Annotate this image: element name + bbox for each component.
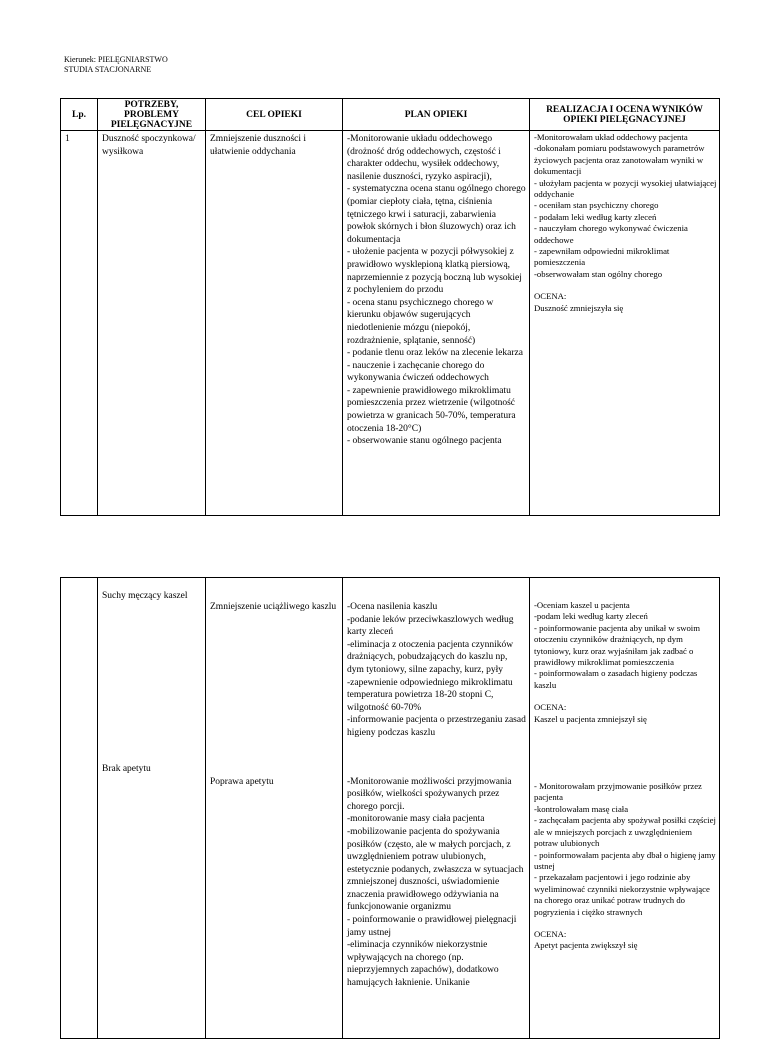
care-plan-table-continued — [60, 577, 720, 1039]
table-header-row — [61, 99, 720, 131]
plan-cough: -Ocena nasilenia kaszlu -podanie leków przeciwkaszlowych według karty zleceń -eliminacja z otoczenia pacjenta czynników drażniących, pobudzających do kaszlu np, dym tytoniowy, silne zapachy, kurz, pyły -zapewnienie odpowiedniego mikroklimatu temperatura powietrza 18-20 stopni C, wilgotność 60-70% -informowanie pacjenta o przestrzeganiu zasad higieny podczas kaszlu — [347, 602, 526, 738]
realization-cell — [530, 578, 719, 953]
row-number-empty — [61, 578, 97, 582]
course-label: Kierunek: PIELĘGNIARSTWO — [64, 55, 168, 64]
evaluation-label-appetite: OCENA: — [534, 928, 567, 939]
goal-appetite: Poprawa apetytu — [210, 776, 274, 787]
realization-cell — [530, 131, 719, 315]
goal-cell: Zmniejszenie duszności i ułatwienie oddychania — [210, 134, 307, 157]
row-number: 1 — [65, 134, 70, 144]
plan-cell — [343, 578, 529, 992]
problem-cough: Suchy męczący kaszel — [102, 591, 188, 601]
evaluation-label-cough: OCENA: — [534, 702, 567, 713]
column-header-plan: PLAN OPIEKI — [343, 99, 530, 131]
evaluation-appetite: Apetyt pacjenta zwiększył się — [534, 940, 638, 951]
study-mode-label: STUDIA STACJONARNE — [64, 65, 152, 74]
goal-cough: Zmniejszenie uciążliwego kaszlu — [210, 602, 337, 612]
care-plan-table — [60, 98, 720, 516]
evaluation-cough: Kaszel u pacjenta zmniejszył się — [534, 713, 647, 724]
problem-appetite: Brak apetytu — [102, 763, 151, 774]
table-row — [61, 578, 720, 1039]
realization-cough: -Oceniam kaszel u pacjenta -podam leki według karty zleceń - poinformowanie pacjenta aby unikał w swoim otoczeniu czynników drażniących, np dym tytoniowy, kurz oraz wyjaśniłam jak zadbać o prawidłowy mikroklimat pomieszczenia - poinformowałam o zasadach higieny podczas kaszlu — [534, 600, 700, 690]
column-header-realization: REALIZACJA I OCENA WYNIKÓW OPIEKI PIELĘGNACYJNEJ — [530, 99, 720, 131]
column-header-goal: CEL OPIEKI — [206, 99, 343, 131]
goal-cell — [206, 578, 342, 790]
column-header-problems: POTRZEBY, PROBLEMY PIELĘGNACYJNE — [98, 99, 206, 131]
column-header-lp: Lp. — [61, 99, 98, 131]
document-header — [64, 55, 168, 75]
evaluation-text: Duszność zmniejszyła się — [534, 302, 624, 313]
plan-cell: -Monitorowanie układu oddechowego (drożność dróg oddechowych, częstość i charakter oddechu, wysiłek oddechowy, nasilenie duszności, ryzyko aspiracji), - systematyczna ocena stanu ogólnego chorego (pomiar ciepłoty ciała, tętna, ciśnienia tętniczego krwi i saturacji, zabarwienia powłok skórnych i błon śluzowych) oraz ich dokumentacja - ułożenie pacjenta w pozycji półwysokiej z prawidłowo wysklepioną klatką piersiową, naprzemiennie z pozycją boczną lub wysokiej z pochyleniem do przodu - ocena stanu psychicznego chorego w kierunku objawów sugerujących niedotlenienie mózgu (niepokój, rozdrażnienie, splątanie, senność) - podanie tlenu oraz leków na zlecenie lekarza - nauczenie i zachęcanie chorego do wykonywania ćwiczeń oddechowych - zapewnienie prawidłowego mikroklimatu pomieszczenia przez wietrzenie (wilgotność powietrza w granicach 50-70%, temperatura otoczenia 18-20°C) - obserwowanie stanu ogólnego pacjenta — [347, 134, 526, 447]
plan-appetite: -Monitorowanie możliwości przyjmowania posiłków, wielkości spożywanych przez chorego porcji. -monitorowanie masy ciała pacjenta -mobilizowanie pacjenta do spożywania posiłków (często, ale w małych porcjach, z uwzględnieniem potraw ulubionych, estetycznie podanych, zwłaszcza w sytuacjach zmniejszonej duszności, uświadomienie znaczenia prawidłowego odżywiania na funkcjonowanie organizmu - poinformowanie o prawidłowej pielęgnacji jamy ustnej -eliminacja czynników niekorzystnie wpływających na chorego (np. nieprzyjemnych zapachów), dodatkowo hamujących łaknienie. Unikanie — [347, 776, 524, 989]
evaluation-label: OCENA: — [534, 291, 567, 302]
table-row — [61, 131, 720, 516]
problem-cell — [98, 578, 205, 777]
realization-text: -Monitorowałam układ oddechowy pacjenta -dokonałam pomiaru podstawowych parametrów życiowych pacjenta oraz zanotowałam wyniki w dokumentacji - ułożyłam pacjenta w pozycji wysokiej ułatwiającej oddychanie - oceniłam stan psychiczny chorego - podałam leki według karty zleceń - nauczyłam chorego wykonywać ćwiczenia oddechowe - zapewniłam odpowiedni mikroklimat pomieszczenia -obserwowałam stan ogólny chorego — [534, 132, 717, 279]
problem-cell: Duszność spoczynkowa/ wysiłkowa — [102, 134, 196, 157]
realization-appetite: - Monitorowałam przyjmowanie posiłków przez pacjenta -kontrolowałam masę ciała - zachęcałam pacjenta aby spożywał posiłki częściej ale w mniejszych porcjach z uwzględnieniem potraw ulubionych - poinformowałam pacjenta aby dbał o higienę jamy ustnej - przekazałam pacjentowi i jego rodzinie aby wyeliminować czynniki niekorzystnie wpływające na chorego oraz unikać potraw trudnych do pogryzienia i ciężko strawnych — [534, 781, 716, 917]
